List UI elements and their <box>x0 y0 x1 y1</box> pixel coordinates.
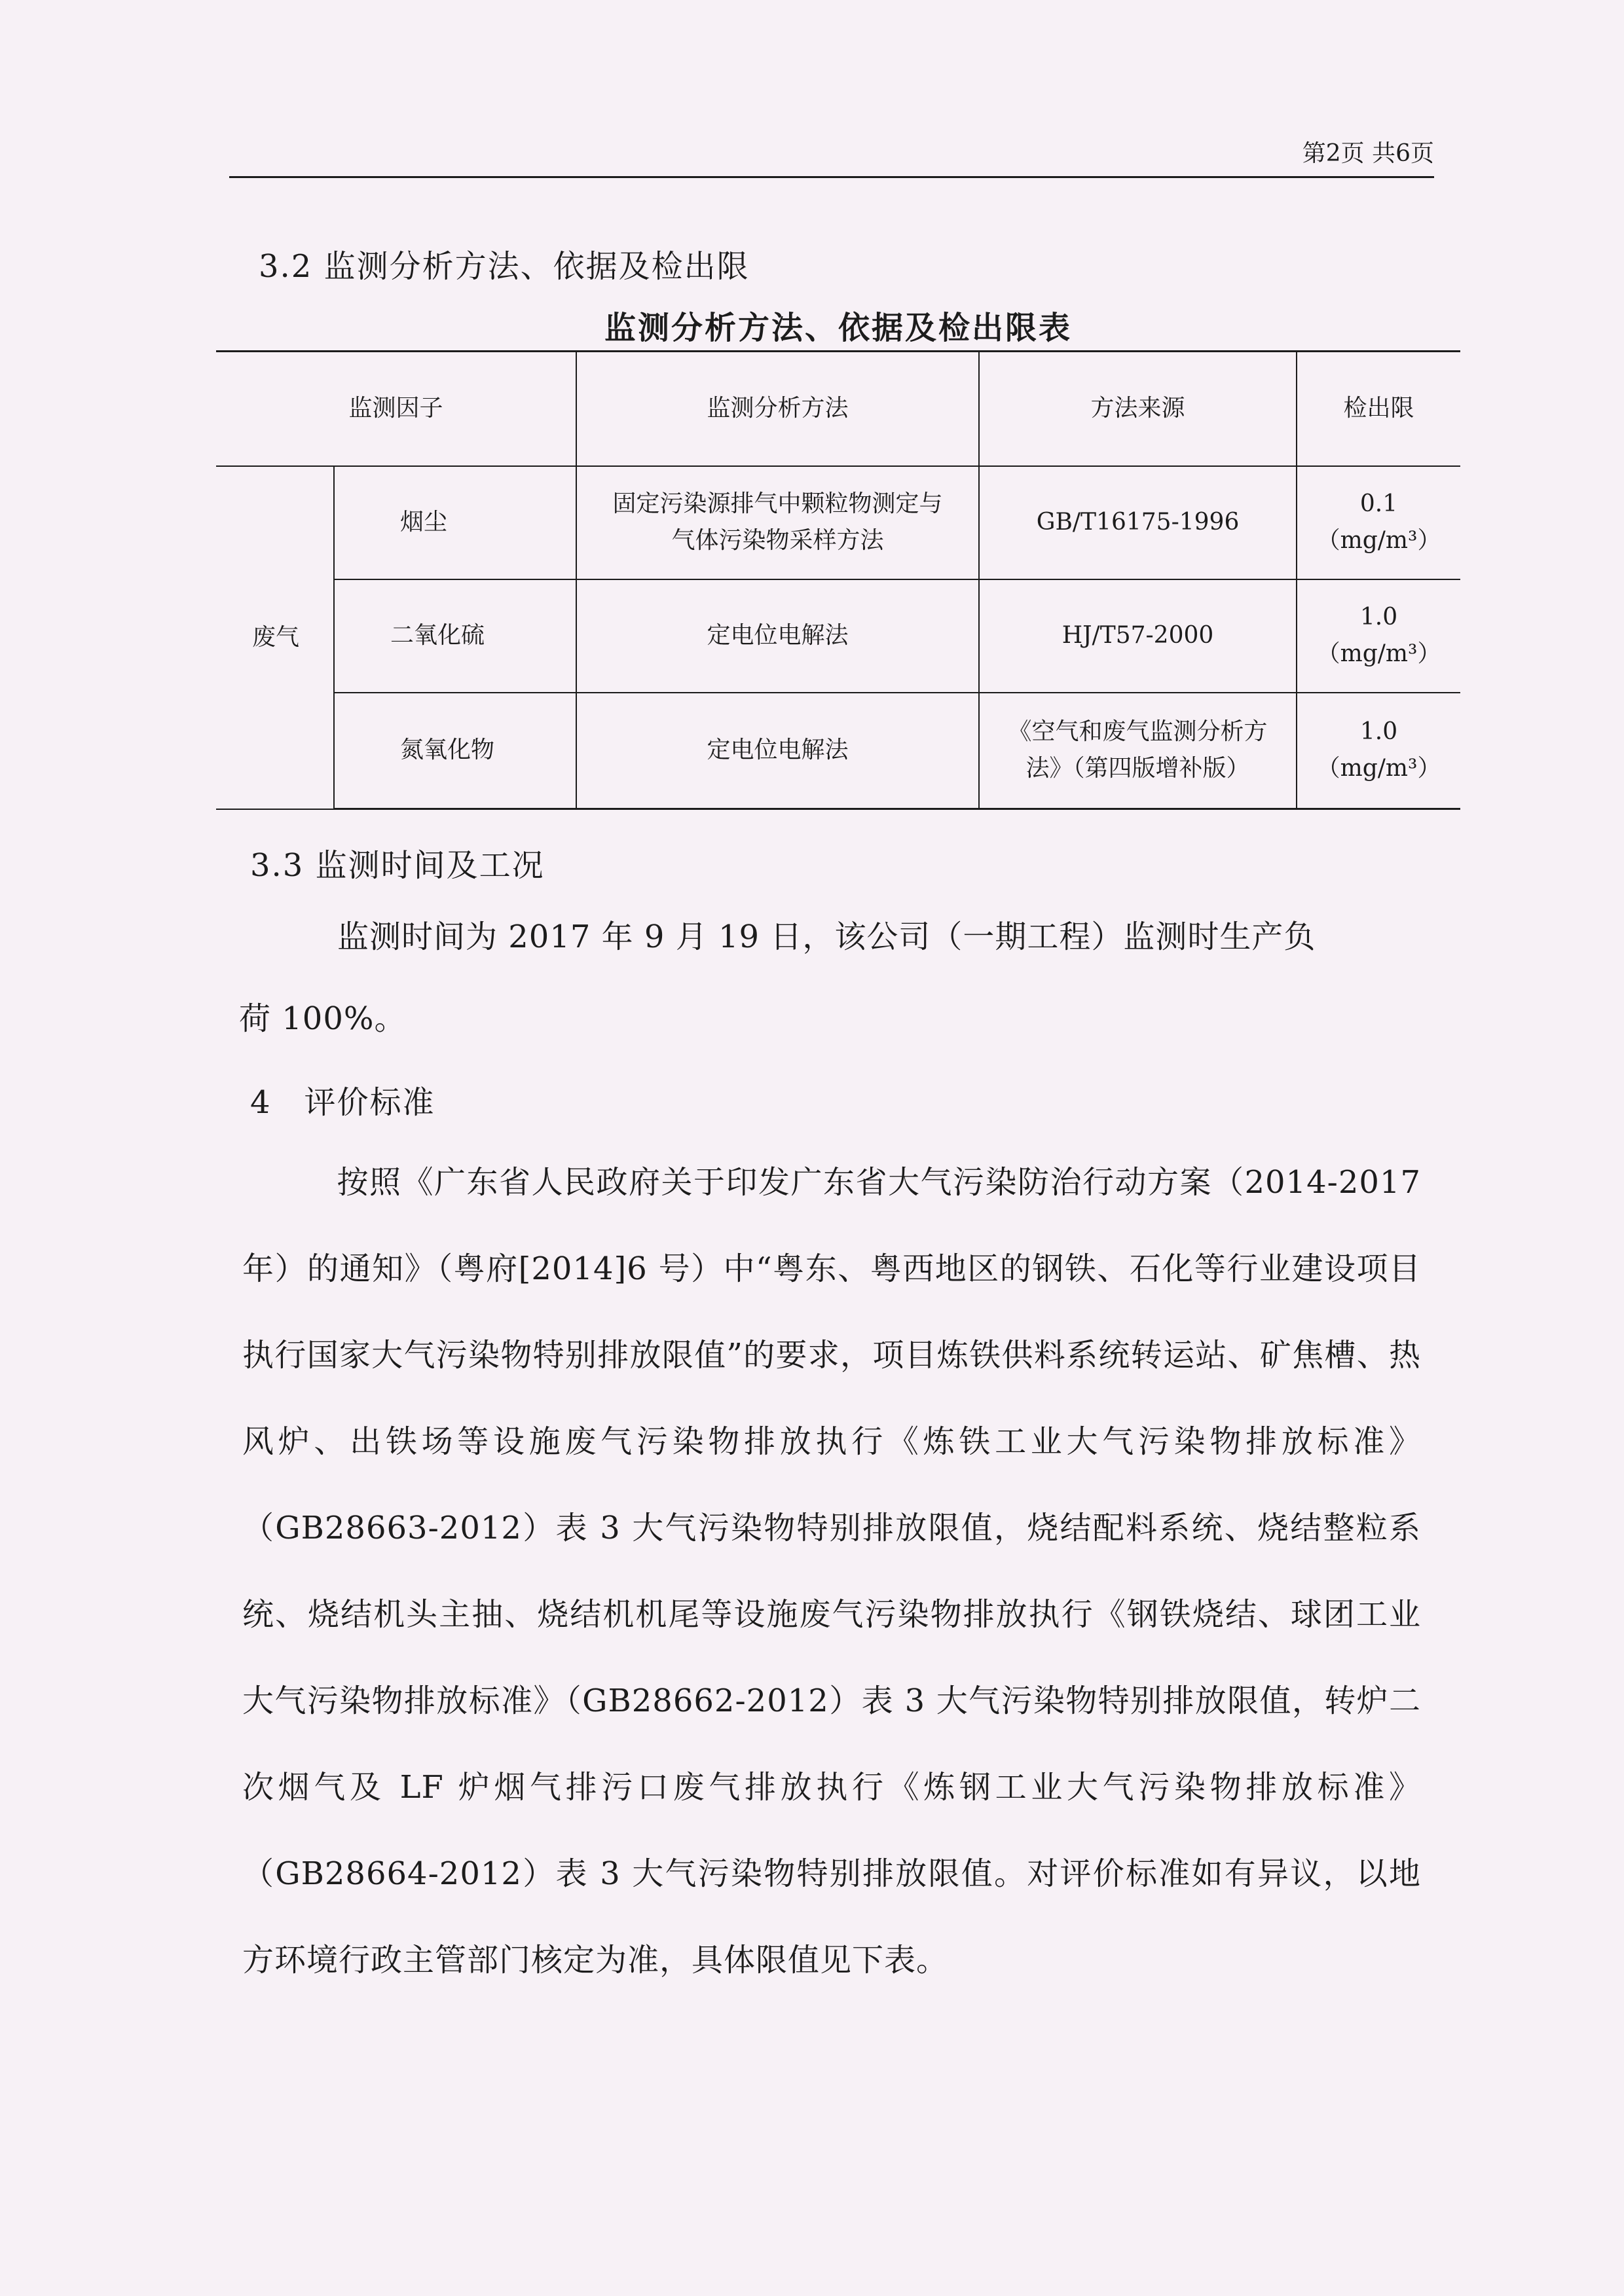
section-3-3-heading: 3.3 监测时间及工况 <box>250 847 545 884</box>
factor-cell: 烟尘 <box>334 466 576 579</box>
column-header-source: 方法来源 <box>979 352 1297 466</box>
page-number: 第2页 共6页 <box>1302 140 1434 167</box>
source-cell: HJ/T57-2000 <box>979 579 1297 693</box>
column-header-method: 监测分析方法 <box>576 352 979 466</box>
column-header-factor: 监测因子 <box>216 352 576 466</box>
section-3-2-heading: 3.2 监测分析方法、依据及检出限 <box>259 248 750 285</box>
table-row <box>216 466 1460 579</box>
limit-cell: 1.0（mg/m³） <box>1297 693 1460 809</box>
table-row <box>216 693 1460 809</box>
column-header-limit: 检出限 <box>1297 352 1460 466</box>
category-cell: 废气 <box>216 466 334 809</box>
page-header <box>229 134 1434 178</box>
table-row <box>216 579 1460 693</box>
evaluation-standard-paragraph <box>242 1139 1421 2003</box>
factor-cell: 二氧化硫 <box>334 579 576 693</box>
factor-cell: 氮氧化物 <box>334 693 576 809</box>
table-header-row <box>216 352 1460 466</box>
method-table <box>216 350 1460 810</box>
table-caption: 监测分析方法、依据及检出限表 <box>604 310 1072 346</box>
source-cell: 《空气和废气监测分析方法》（第四版增补版） <box>979 693 1297 809</box>
method-cell: 定电位电解法 <box>576 579 979 693</box>
monitoring-time-line-1: 监测时间为 2017 年 9 月 19 日，该公司（一期工程）监测时生产负 <box>337 919 1316 955</box>
section-4-heading: 4 评价标准 <box>250 1084 435 1121</box>
limit-cell: 0.1（mg/m³） <box>1297 466 1460 579</box>
limit-cell: 1.0（mg/m³） <box>1297 579 1460 693</box>
source-cell: GB/T16175-1996 <box>979 466 1297 579</box>
evaluation-standard-text: 按照《广东省人民政府关于印发广东省大气污染防治行动方案（2014-2017 年）的通知》（粤府[2014]6 号）中“粤东、粤西地区的钢铁、石化等行业建设项目执行国家大气污染物特别排放限值”的要求，项目炼铁供料系统转运站、矿焦槽、热风炉、出铁场等设施废气污染物排放执行《炼铁工业大气污染物排放标准》（GB28663-2012）表 3 大气污染物特别排放限值，烧结配料系统、烧结整粒系统、烧结机头主抽、烧结机机尾等设施废气污染物排放执行《钢铁烧结、球团工业大气污染物排放标准》（GB28662-2012）表 3 大气污染物特别排放限值，转炉二次烟气及 LF 炉烟气排污口废气排放执行《炼钢工业大气污染物排放标准》（GB28664-2012）表 3 大气污染物特别排放限值。对评价标准如有异议，以地方环境行政主管部门核定为准，具体限值见下表。 <box>242 1164 1421 1978</box>
method-cell: 固定污染源排气中颗粒物测定与气体污染物采样方法 <box>576 466 979 579</box>
monitoring-time-line-2: 荷 100%。 <box>239 1000 407 1037</box>
method-cell: 定电位电解法 <box>576 693 979 809</box>
